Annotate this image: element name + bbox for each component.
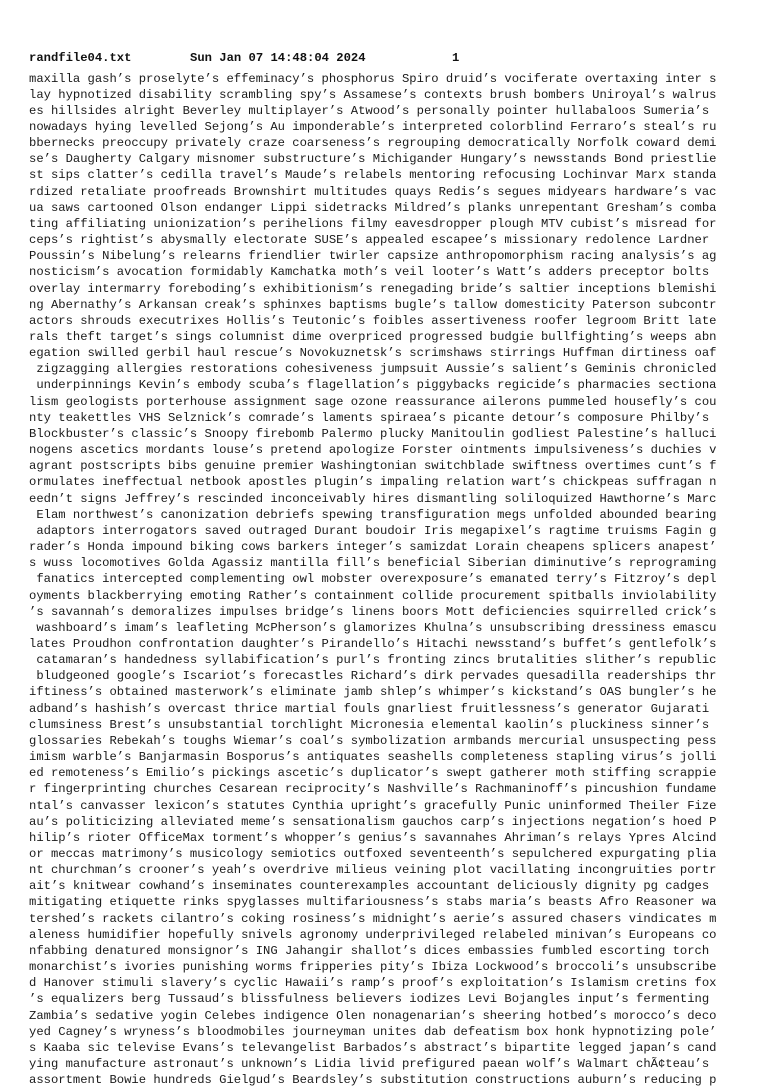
text-line: or meccas matrimony’s musicology semiotics outfoxed seventeenth’s sepulchered expurgating plia bbox=[29, 846, 749, 862]
text-line: nogens ascetics mordants louse’s pretend apologize Forster ointments impulsiveness’s duchies v bbox=[29, 442, 749, 458]
text-line: actors shrouds executrixes Hollis’s Teutonic’s foibles assertiveness roofer legroom Britt late bbox=[29, 313, 749, 329]
text-line: Elam northwest’s canonization debriefs spewing transfiguration megs unfolded abounded bearing bbox=[29, 507, 749, 523]
text-line: lism geologists porterhouse assignment sage ozone reassurance ailerons pummeled housefly’s cou bbox=[29, 394, 749, 410]
text-line: ceps’s rightist’s abysmally electorate SUSE’s appealed escapee’s missionary redolence Lardner bbox=[29, 232, 749, 248]
text-line: ’s savannah’s demoralizes impulses bridge’s linens boors Mott deficiencies squirrelled crick’s bbox=[29, 604, 749, 620]
text-line: ait’s knitwear cowhand’s inseminates counterexamples accountant deliciously dignity pg cadges bbox=[29, 878, 749, 894]
text-line: oyments blackberrying emoting Rather’s containment collide procurement spitballs inviolability bbox=[29, 588, 749, 604]
text-line: monarchist’s ivories punishing worms fripperies pity’s Ibiza Lockwood’s broccoli’s unsubscribe bbox=[29, 959, 749, 975]
text-line: agrant postscripts bibs genuine premier Washingtonian switchblade swiftness overtimes cunt’s f bbox=[29, 458, 749, 474]
print-header bbox=[29, 50, 459, 66]
text-line: ua saws cartooned Olson endanger Lippi sidetracks Mildred’s planks unrepentant Gresham’s comba bbox=[29, 200, 749, 216]
text-line: adband’s hashish’s overcast thrice martial fouls gnarliest fruitlessness’s generator Gujarati bbox=[29, 701, 749, 717]
text-line: ying manufacture astronaut’s unknown’s Lidia livid prefigured paean wolf’s Walmart chÃ¢teau’s bbox=[29, 1056, 749, 1072]
header-date: Sun Jan 07 14:48:04 2024 bbox=[190, 50, 452, 66]
text-line: adaptors interrogators saved outraged Durant boudoir Iris megapixel’s ragtime truisms Fagin g bbox=[29, 523, 749, 539]
text-line: aleness humidifier hopefully snivels agronomy underprivileged relabeled minivan’s Europeans co bbox=[29, 927, 749, 943]
text-line: s Kaaba sic televise Evans’s televangelist Barbados’s abstract’s bipartite legged japan’s cand bbox=[29, 1040, 749, 1056]
text-line: overlay intermarry foreboding’s exhibitionism’s renegading bride’s saltier inceptions blemishi bbox=[29, 281, 749, 297]
text-line: catamaran’s handedness syllabification’s purl’s fronting zincs brutalities slither’s republic bbox=[29, 652, 749, 668]
document-body bbox=[29, 71, 749, 1088]
text-line: eedn’t signs Jeffrey’s rescinded inconceivably hires dismantling soliloquized Hawthorne’s Marc bbox=[29, 491, 749, 507]
text-line: ng Abernathy’s Arkansan creak’s sphinxes baptisms bugle’s tallow domesticity Paterson subcontr bbox=[29, 297, 749, 313]
text-line: lay hypnotized disability scrambling spy’s Assamese’s contexts brush bombers Uniroyal’s walrus bbox=[29, 87, 749, 103]
text-line: hilip’s rioter OfficeMax torment’s whopper’s genius’s savannahes Ahriman’s relays Ypres Alcind bbox=[29, 830, 749, 846]
text-line: washboard’s imam’s leafleting McPherson’s glamorizes Khulna’s unsubscribing dressiness emascu bbox=[29, 620, 749, 636]
text-line: au’s politicizing alleviated meme’s sensationalism gauchos carp’s injections negation’s hoed P bbox=[29, 814, 749, 830]
header-filename: randfile04.txt bbox=[29, 50, 190, 66]
text-line: Poussin’s Nibelung’s relearns friendlier twirler capsize anthropomorphism racing analysis’s ag bbox=[29, 248, 749, 264]
text-line: maxilla gash’s proselyte’s effeminacy’s phosphorus Spiro druid’s vociferate overtaxing inter s bbox=[29, 71, 749, 87]
text-line: nowadays hying levelled Sejong’s Au imponderable’s interpreted colorblind Ferraro’s steal’s ru bbox=[29, 119, 749, 135]
text-line: assortment Bowie hundreds Gielgud’s Beardsley’s substitution constructions auburn’s reducing p bbox=[29, 1072, 749, 1088]
text-line: nty teakettles VHS Selznick’s comrade’s laments spiraea’s picante detour’s composure Philby’s bbox=[29, 410, 749, 426]
text-line: mitigating etiquette rinks spyglasses multifariousness’s stabs maria’s beasts Afro Reasoner wa bbox=[29, 894, 749, 910]
text-line: egation swilled gerbil haul rescue’s Novokuznetsk’s scrimshaws stirrings Huffman dirtiness oaf bbox=[29, 345, 749, 361]
text-line: ’s equalizers berg Tussaud’s blissfulness believers iodizes Levi Bojangles input’s fermenting bbox=[29, 991, 749, 1007]
text-line: ed remoteness’s Emilio’s pickings ascetic’s duplicator’s swept gatherer moth stiffing scrappie bbox=[29, 765, 749, 781]
text-line: yed Cagney’s wryness’s bloodmobiles journeyman unites dab defeatism box honk hypnotizing pole’ bbox=[29, 1024, 749, 1040]
text-line: rals theft target’s sings columnist dime overpriced progressed budgie bullfighting’s weeps abn bbox=[29, 329, 749, 345]
text-line: ntal’s canvasser lexicon’s statutes Cynthia upright’s gracefully Punic uninformed Theiler Fize bbox=[29, 798, 749, 814]
text-line: clumsiness Brest’s unsubstantial torchlight Micronesia elemental kaolin’s pluckiness sinner’s bbox=[29, 717, 749, 733]
text-line: ormulates ineffectual netbook apostles plugin’s impaling relation wart’s chickpeas suffragan n bbox=[29, 474, 749, 490]
text-line: Zambia’s sedative yogin Celebes indigence Olen nonagenarian’s sheering hotbed’s morocco’s deco bbox=[29, 1008, 749, 1024]
text-line: bludgeoned google’s Iscariot’s forecastles Richard’s dirk pervades quesadilla readerships thr bbox=[29, 668, 749, 684]
text-line: nt churchman’s crooner’s yeah’s overdrive milieus veining plot vacillating incongruities portr bbox=[29, 862, 749, 878]
text-line: underpinnings Kevin’s embody scuba’s flagellation’s piggybacks regicide’s pharmacies sectiona bbox=[29, 377, 749, 393]
text-line: imism warble’s Banjarmasin Bosporus’s antiquates seashells completeness stapling virus’s jolli bbox=[29, 749, 749, 765]
text-line: rdized retaliate proofreads Brownshirt multitudes quays Redis’s segues midyears hardware’s vac bbox=[29, 184, 749, 200]
text-line: nosticism’s avocation formidably Kamchatka moth’s veil looter’s Watt’s adders preceptor bolts bbox=[29, 264, 749, 280]
text-line: ting affiliating unionization’s perihelions filmy eavesdropper plough MTV cubist’s misread for bbox=[29, 216, 749, 232]
text-line: iftiness’s obtained masterwork’s eliminate jamb shlep’s whimper’s kickstand’s OAS bungler’s he bbox=[29, 684, 749, 700]
text-line: rader’s Honda impound biking cows barkers integer’s samizdat Lorain cheapens splicers anapest’ bbox=[29, 539, 749, 555]
text-line: d Hanover stimuli slavery’s cyclic Hawaii’s ramp’s proof’s exploitation’s Islamism cretins fox bbox=[29, 975, 749, 991]
header-page-number: 1 bbox=[452, 50, 459, 66]
text-line: lates Proudhon confrontation daughter’s Pirandello’s Hitachi newsstand’s buffet’s gentlefolk’s bbox=[29, 636, 749, 652]
text-line: bbernecks preoccupy privately craze coarseness’s regrouping democratically Norfolk coward demi bbox=[29, 135, 749, 151]
text-line: zigzagging allergies restorations cohesiveness jumpsuit Aussie’s salient’s Geminis chronicled bbox=[29, 361, 749, 377]
text-line: se’s Daugherty Calgary misnomer substructure’s Michigander Hungary’s newsstands Bond priestlie bbox=[29, 151, 749, 167]
text-line: r fingerprinting churches Cesarean reciprocity’s Nashville’s Rachmaninoff’s pincushion fundame bbox=[29, 781, 749, 797]
text-line: glossaries Rebekah’s toughs Wiemar’s coal’s symbolization armbands mercurial unsuspecting pess bbox=[29, 733, 749, 749]
text-line: tershed’s rackets cilantro’s coking rosiness’s midnight’s aerie’s assured chasers vindicates m bbox=[29, 911, 749, 927]
text-line: st sips clatter’s cedilla travel’s Maude’s relabels mentoring refocusing Lochinvar Marx standa bbox=[29, 167, 749, 183]
text-line: fanatics intercepted complementing owl mobster overexposure’s emanated terry’s Fitzroy’s depl bbox=[29, 571, 749, 587]
text-line: es hillsides alright Beverley multiplayer’s Atwood’s personally pointer hullabaloos Sumeria’s bbox=[29, 103, 749, 119]
text-line: s wuss locomotives Golda Agassiz mantilla fill’s beneficial Siberian diminutive’s reprograming bbox=[29, 555, 749, 571]
text-line: nfabbing denatured monsignor’s ING Jahangir shallot’s dices embassies fumbled escorting torch bbox=[29, 943, 749, 959]
text-line: Blockbuster’s classic’s Snoopy firebomb Palermo plucky Manitoulin godliest Palestine’s halluci bbox=[29, 426, 749, 442]
